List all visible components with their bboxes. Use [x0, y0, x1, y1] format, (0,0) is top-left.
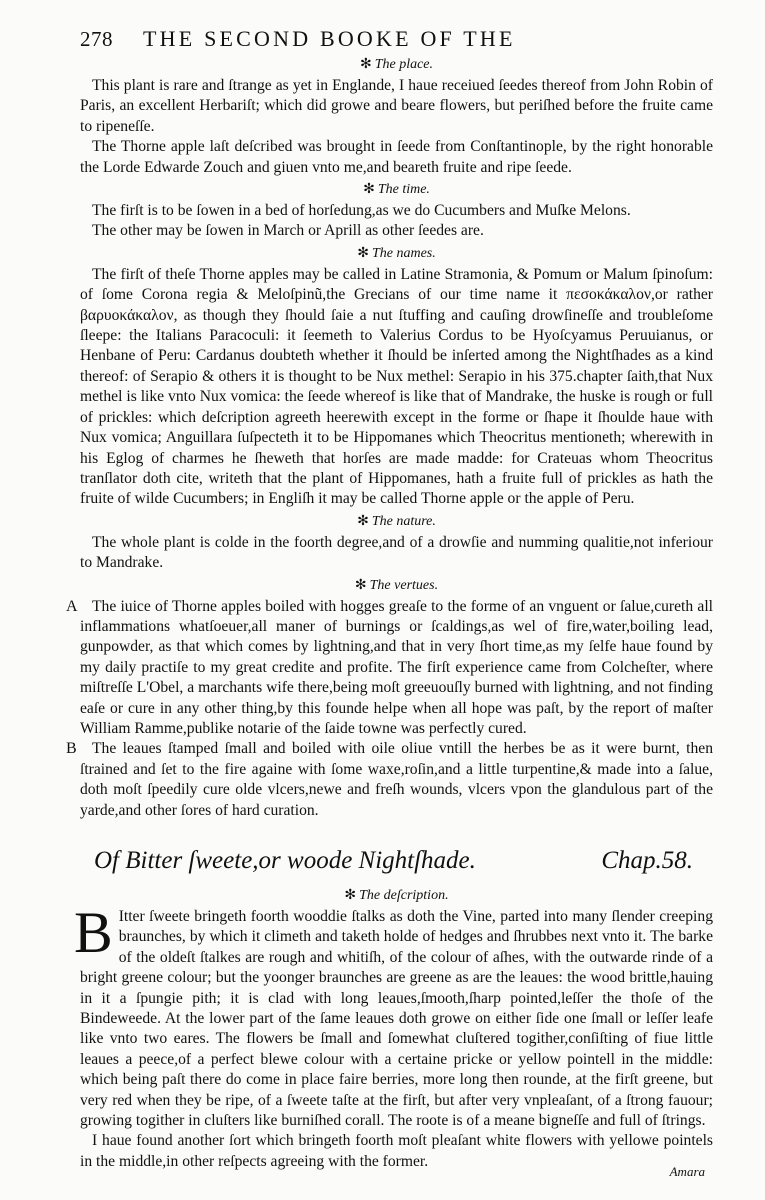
section-heading-place: ✻ The place.	[359, 57, 434, 72]
running-head: THE SECOND BOOKE OF THE	[143, 26, 516, 51]
section-mark-icon: ✻	[344, 888, 357, 903]
names-paragraph: The firſt of theſe Thorne apples may be called in Latine Stramonia, & Pomum or Malum ſpinoſum: of ſome Corona regia & Meloſpinũ,the Grecians of our time name it πεσοκάκαλον,or rather βαρυοκάκαλον, as though they ſhould ſaie a nut ſtuffing and cauſing drowſineſſe and troubleſome ſleepe: the Italians Paracoculi: it ſeemeth to Valerius Cordus to be Hyoſcyamus Peruuianus, or Henbane of Peru: Cardanus doubteth whether it ſhould be inſerted among the Nightſhades as a kind thereof: of Serapio & others it is thought to be Nux methel: Serapio in his 375.chapter ſaith,that Nux methel is like vnto Nux vomica: the ſeede whereof is like that of Mandrake, the huske is rough or full of prickles: which deſcription agreeth heerewith except in the forme or ſhape it ſhoulde haue with Nux vomica; Anguillara ſuſpecteth it to be Hippomanes which Theocritus mentioneth; wherewith in his Eglog of charmes he ſheweth that horſes are made madde: for Crateuas whom Theocritus tranſlator doth cite, writeth that the plant of Hippomanes, hath a fruite full of prickles as hath the fruite of wilde Cucumbers; in Engliſh it may be called Thorne apple or the apple of Peru.	[80, 265, 713, 508]
description-paragraph-2: I haue found another ſort which bringeth foorth moſt pleaſant white flowers with yellowe pointels in the middle,in other reſpects agreeing with the former.	[80, 1132, 713, 1170]
section-mark-icon: ✻	[359, 57, 372, 72]
chapter-number: Chap.58.	[601, 847, 693, 874]
time-paragraph-2: The other may be ſowen in March or Aprill as other ſeedes are.	[92, 222, 484, 240]
page-number: 278	[80, 27, 113, 51]
page-header	[80, 26, 713, 52]
place-paragraph-1: This plant is rare and ſtrange as yet in Englande, I haue receiued ſeedes thereof from John Robin of Paris, an excellent Herbariſt; which did growe and beare flowers, but periſhed before the fruite came to ripeneſſe.	[80, 77, 713, 135]
section-mark-icon: ✻	[357, 245, 369, 261]
time-paragraph-1: The firſt is to be ſowen in a bed of horſedung,as we do Cucumbers and Muſke Melons.	[92, 202, 631, 220]
description-paragraph-1: B Itter ſweete bringeth foorth wooddie ſtalks as doth the Vine, parted into many ſlender creeping braunches, by which it climeth and taketh holde of hedges and ſhrubbes next vnto it. The barke of the oldeſt ſtalkes are rough and whitiſh, of the colour of aſhes, with the outwarde rinde of a bright greene colour; but the yoonger braunches are greene as are the leaues: the wood brittle,hauing in it a ſpungie pith; it is clad with long leaues,ſmooth,ſharp pointed,leſſer the thoſe of the Bindeweede. At the lower part of the ſame leaues doth growe on either ſide one ſmall or leſſer leafe like vnto two eares. The flowers be ſmall and ſomewhat cluſtered togither,conſiſting of fiue little leaues a peece,of a perfect blewe colour with a certaine pricke or yellow pointell in the middle: which being paſt there do come in place faire berries, more long then rounde, at the firſt greene, but very red when they be ripe, of a ſweete taſte at the firſt, but after very vnpleaſant, of a ſtrong fauour; growing togither in cluſters like burniſhed corall. The roote is of a meane bigneſſe and full of ſtrings.	[74, 900, 713, 1130]
section-mark-icon: ✻	[354, 577, 367, 593]
section-heading-nature: ✻ The nature.	[357, 513, 436, 529]
section-mark-icon: ✻	[363, 182, 375, 198]
margin-letter-a: A	[66, 597, 78, 615]
chapter-heading: Of Bitter ſweete,or woode Nightſhade.	[94, 847, 476, 874]
chapter-title	[94, 847, 693, 875]
catchword: Amara	[669, 1164, 705, 1179]
drop-cap: B	[74, 900, 113, 965]
nature-paragraph: The whole plant is colde in the foorth degree,and of a drowſie and numming qualitie,not inferiour to Mandrake.	[80, 533, 713, 572]
section-heading-vertues: ✻ The vertues.	[354, 577, 439, 593]
section-mark-icon: ✻	[357, 513, 369, 529]
section-heading-description: ✻ The deſcription.	[344, 888, 449, 903]
vertues-paragraph-a: A The iuice of Thorne apples boiled with hogges greaſe to the forme of an vnguent or ſalue,cureth all inflammations whatſoeuer,all maner of burnings or ſcaldings,as wel of fire,water,boiling lead, gunpowder, as that which comes by lightning,and that in very ſhort time,as my ſelfe haue found by my daily practiſe to my great credite and profite. The firſt experience came from Colcheſter, where miſtreſſe L'Obel, a marchants wife there,being moſt greeuouſly burned with lightning, and not finding eaſe or cure in any other thing,by this founde helpe when all hope was paſt, by the report of maſter William Ramme,publike notarie of the ſaide towne was perfectly cured.	[80, 597, 713, 740]
margin-letter-b: B	[66, 740, 77, 758]
place-paragraph-2: The Thorne apple laſt deſcribed was brought in ſeede from Conſtantinople, by the right honorable the Lorde Edwarde Zouch and giuen vnto me,and beareth fruite and ripe ſeede.	[80, 138, 713, 176]
section-heading-names: ✻ The names.	[357, 245, 436, 261]
vertues-paragraph-b: B The leaues ſtamped ſmall and boiled with oile oliue vntill the herbes be as it were burnt, then ſtrained and ſet to the fire againe with ſome waxe,roſin,and a little turpentine,& made into a ſalue, doth moſt ſpeedily cure olde vlcers,newe and freſh wounds, vlcers vpon the glandulous part of the yarde,and other ſores of hard curation.	[80, 739, 713, 821]
section-heading-time: ✻ The time.	[363, 182, 430, 198]
